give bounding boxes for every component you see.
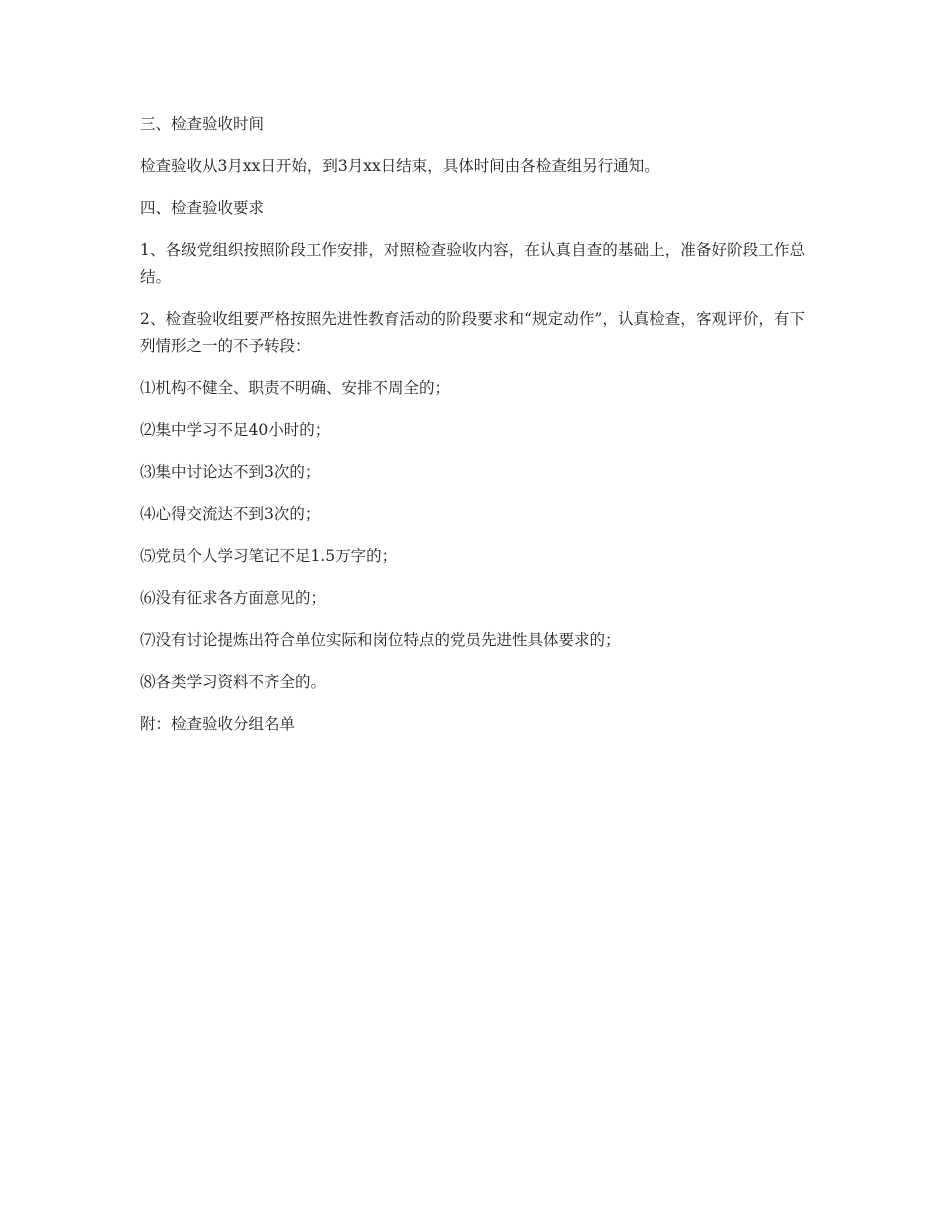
list-item-1: ⑴机构不健全、职责不明确、安排不周全的； [140, 379, 451, 397]
list-item-5: ⑸党员个人学习笔记不足1.5万字的； [140, 547, 398, 565]
paragraph-schedule: 检查验收从3月xx日开始，到3月xx日结束，具体时间由各检查组另行通知。 [140, 157, 660, 175]
list-item-8: ⑻各类学习资料不齐全的。 [140, 673, 327, 691]
list-item-2: ⑵集中学习不足40小时的； [140, 421, 331, 439]
list-item-4: ⑷心得交流达不到3次的； [140, 505, 321, 523]
paragraph-requirement-1: 1、各级党组织按照阶段工作安排，对照检查验收内容，在认真自查的基础上，准备好阶段工作总结。 [140, 241, 805, 286]
document-body [140, 111, 805, 753]
list-item-6: ⑹没有征求各方面意见的； [140, 589, 327, 607]
section-heading-requirements: 四、检查验收要求 [140, 199, 265, 217]
section-heading-time: 三、检查验收时间 [140, 115, 265, 133]
list-item-7: ⑺没有讨论提炼出符合单位实际和岗位特点的党员先进性具体要求的； [140, 631, 621, 649]
list-item-3: ⑶集中讨论达不到3次的； [140, 463, 321, 481]
paragraph-requirement-2: 2、检查验收组要严格按照先进性教育活动的阶段要求和“规定动作”，认真检查，客观评价，有下列情形之一的不予转段： [140, 310, 805, 355]
appendix-note: 附：检查验收分组名单 [140, 715, 296, 733]
